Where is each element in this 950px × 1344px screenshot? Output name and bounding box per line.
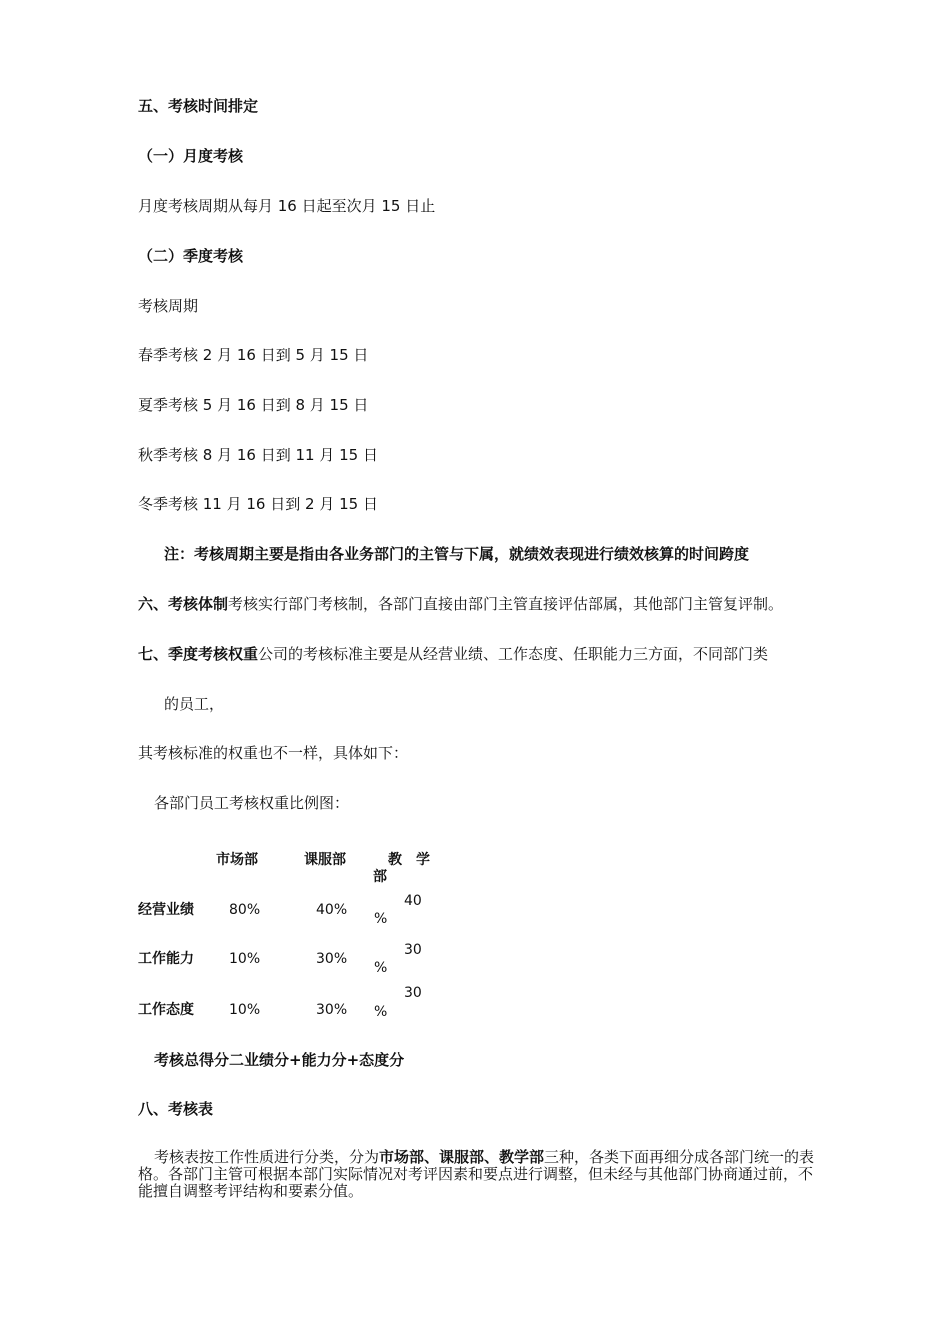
section-7-title: 七、季度考核权重 (138, 645, 259, 663)
monthly-period-text: 月度考核周期从每月 16 日起至次月 15 日止 (138, 197, 436, 215)
section-8-text-c: 三种，各类下面再细分成各部门统一的表格。各部门主管可根据本部门实际情况对考评因素和要点进行调整，但未经与其他部门协商通过前，不能擅自调整考评结构和要素分值。 (138, 1148, 815, 1200)
cell-ability-service: 30% (316, 951, 348, 967)
header-market: 市场部 (216, 852, 258, 868)
section-7-text-1: 公司的考核标准主要是从经营业绩、工作态度、任职能力三方面，不同部门类 (258, 645, 769, 663)
section-8-text-a: 考核表按工作性质进行分类，分为 (154, 1148, 380, 1166)
quarterly-period-label: 考核周期 (138, 297, 199, 315)
section-6-text: 考核实行部门考核制，各部门直接由部门主管直接评估部属，其他部门主管复评制。 (228, 595, 784, 613)
row-label-performance: 经营业绩 (138, 902, 194, 918)
winter-period: 冬季考核 11 月 16 日到 2 月 15 日 (138, 495, 378, 513)
spring-period: 春季考核 2 月 16 日到 5 月 15 日 (138, 346, 369, 364)
cell-attitude-teaching-unit: % (374, 1004, 388, 1020)
section-6-line (138, 594, 783, 614)
section-8-title: 八、考核表 (138, 1100, 214, 1118)
section-5-2-title: （二）季度考核 (138, 247, 244, 265)
header-teaching-bottom: 部 (373, 869, 387, 885)
section-5-1-title: （一）月度考核 (138, 147, 244, 165)
header-service: 课服部 (304, 852, 346, 868)
row-label-ability: 工作能力 (138, 951, 194, 967)
section-7-text-3: 其考核标准的权重也不一样，具体如下： (138, 744, 409, 762)
cell-ability-market: 10% (229, 951, 261, 967)
summer-period: 夏季考核 5 月 16 日到 8 月 15 日 (138, 396, 369, 414)
section-8-paragraph (138, 1149, 818, 1200)
cell-attitude-market: 10% (229, 1002, 261, 1018)
score-formula: 考核总得分二业绩分+能力分+态度分 (154, 1051, 405, 1069)
section-5-title: 五、考核时间排定 (138, 97, 259, 115)
header-teaching-top: 教 学 (388, 852, 430, 868)
weight-caption: 各部门员工考核权重比例图： (154, 794, 350, 812)
autumn-period: 秋季考核 8 月 16 日到 11 月 15 日 (138, 446, 378, 464)
cell-performance-market: 80% (229, 902, 261, 918)
row-label-attitude: 工作态度 (138, 1002, 194, 1018)
cell-ability-teaching-value: 30 (404, 942, 422, 958)
cell-ability-teaching-unit: % (374, 960, 388, 976)
section-6-title: 六、考核体制 (138, 595, 229, 613)
cell-attitude-service: 30% (316, 1002, 348, 1018)
section-7-line (138, 644, 768, 664)
period-note: 注：考核周期主要是指由各业务部门的主管与下属，就绩效表现进行绩效核算的时间跨度 (164, 545, 750, 563)
section-7-text-2: 的员工， (164, 695, 225, 713)
cell-performance-teaching-value: 40 (404, 893, 422, 909)
cell-performance-teaching-unit: % (374, 911, 388, 927)
cell-attitude-teaching-value: 30 (404, 985, 422, 1001)
section-8-departments: 市场部、课服部、教学部 (379, 1148, 545, 1166)
cell-performance-service: 40% (316, 902, 348, 918)
